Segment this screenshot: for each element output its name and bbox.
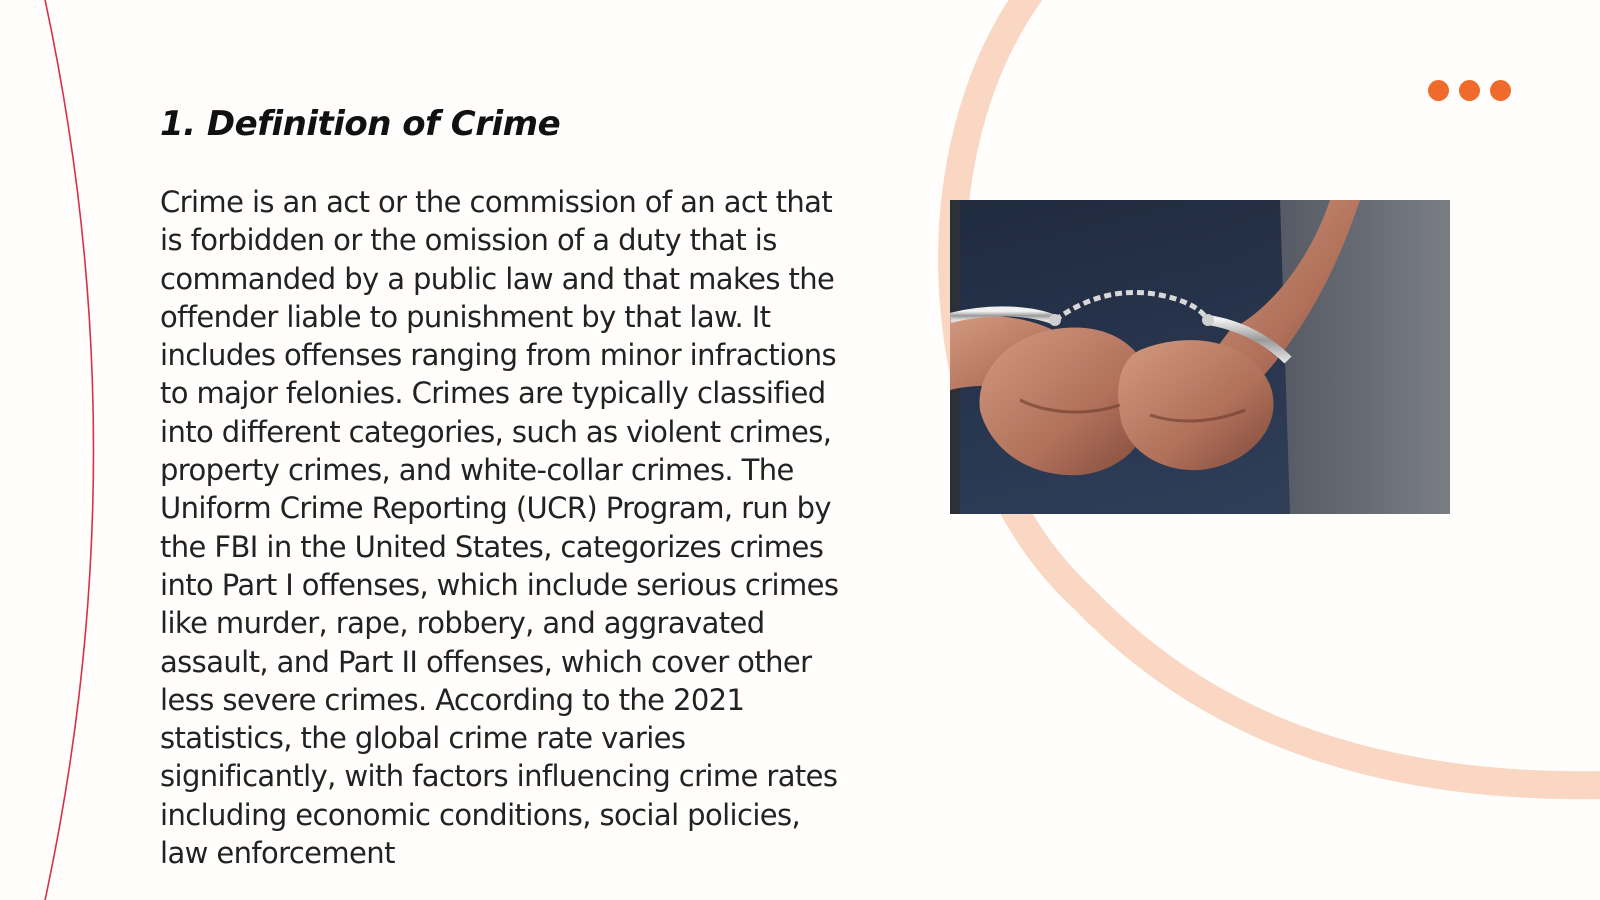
left-curve-line (44, 0, 94, 900)
slide-title: 1. Definition of Crime (160, 104, 561, 144)
more-dots-icon (1424, 78, 1514, 102)
handcuffs-photo (950, 200, 1450, 514)
dot-3 (1490, 80, 1511, 101)
dot-2 (1459, 80, 1480, 101)
body-text: Crime is an act or the commission of an act that is forbidden or the omission of a duty that is commanded by a public law and that makes the offender liable to punishment by that law. It includes offenses ranging from minor infractions to major felonies. Crimes are typically classified into different categories, such as violent crimes, property crimes, and white-collar crimes. The Uniform Crime Reporting (UCR) Program, run by the FBI in the United States, categorizes crimes into Part I offenses, which include serious crimes like murder, rape, robbery, and aggravated assault, and Part II offenses, which cover other less severe crimes. According to the 2021 statistics, the global crime rate varies significantly, with factors influencing crime rates including economic conditions, social policies, law enforcement (160, 185, 839, 871)
dot-1 (1428, 80, 1449, 101)
